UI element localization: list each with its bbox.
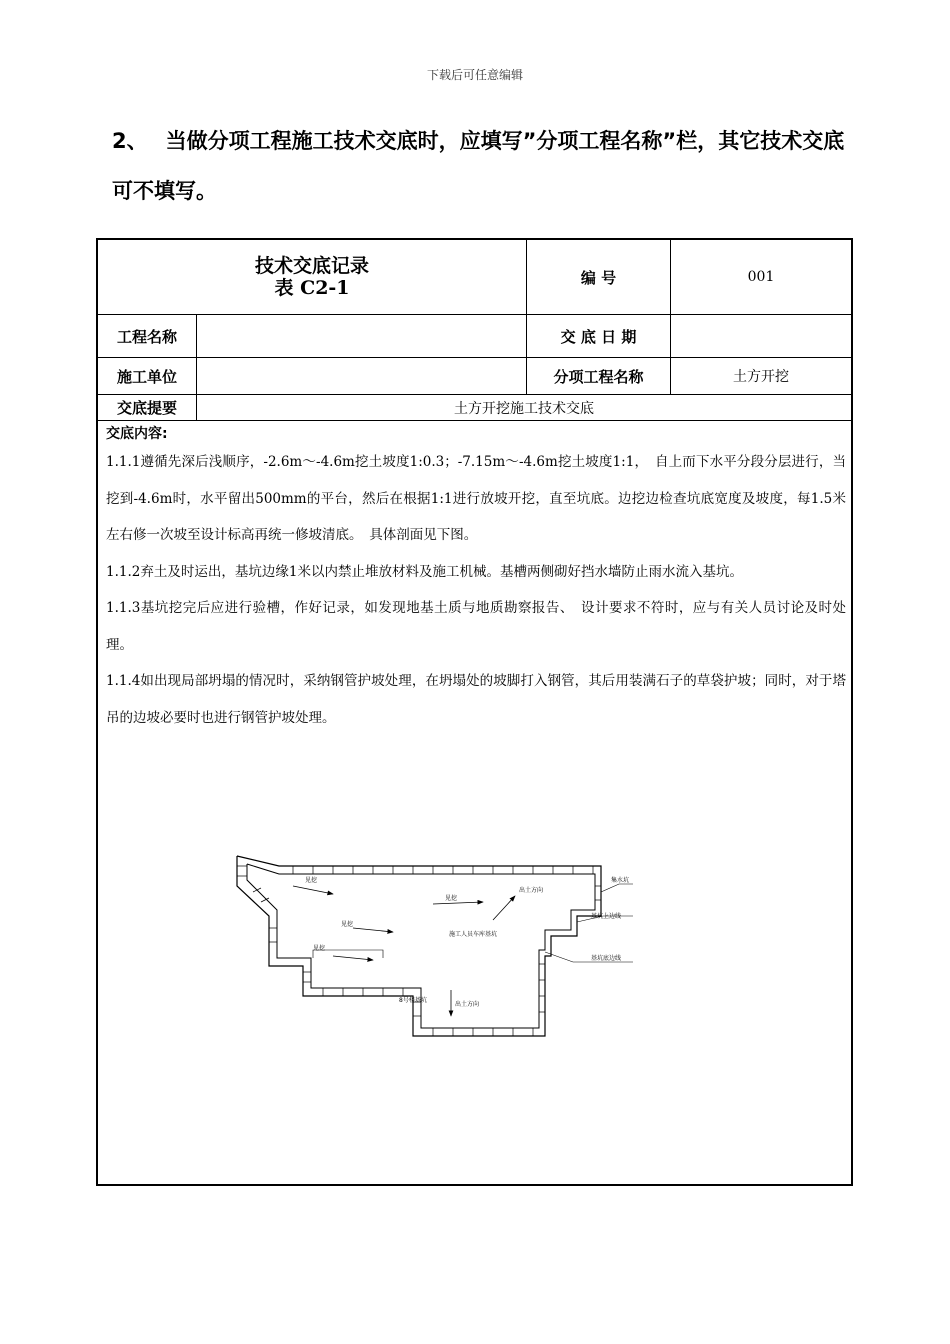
note-number: 2、	[112, 129, 148, 153]
slope-hatching	[237, 866, 601, 1036]
label-pit-top-line: 基坑上边线	[591, 913, 622, 920]
code-label: 编 号	[580, 268, 617, 287]
label-garage-pit: 施工人员车库基坑	[449, 931, 498, 938]
briefing-date-label: 交 底 日 期	[560, 327, 637, 346]
content-label: 交底内容:	[106, 426, 168, 442]
code-value[interactable]: 001	[747, 269, 775, 285]
content-paragraph-3: 1.1.3基坑挖完后应进行验槽，作好记录，如发现地基土质与地质勘察报告、 设计要求不符时，应与有关人员讨论及时处理。	[106, 600, 846, 653]
label-building-8-pit: 8号楼基坑	[399, 997, 427, 1004]
content-paragraph-1: 1.1.1遵循先深后浅顺序，-2.6m～-4.6m挖土坡度1:0.3；-7.15m～-4.6m挖土坡度1:1， 自上而下水平分段分层进行，当挖到-4.6m时，水平留出500mm的平台，然后在根据1:1进行放坡开挖，直至坑底。边挖边检查坑底宽度及坡度，每1.5米左右修一次坡至设计标高再统一修坡清底。 具体剖面见下图。	[106, 454, 846, 543]
construction-unit-label: 施工单位	[116, 367, 177, 386]
content-paragraph-2: 1.1.2弃土及时运出，基坑边缘1米以内禁止堆放材料及施工机械。基槽两侧砌好挡水墙防止雨水流入基坑。	[106, 563, 743, 580]
label-excavate-2: 见挖	[341, 921, 354, 928]
form-title-main: 技术交底记录	[254, 255, 369, 277]
project-name-field[interactable]	[197, 315, 526, 357]
briefing-content	[106, 424, 846, 736]
briefing-date-field[interactable]	[671, 315, 851, 357]
summary-label: 交底提要	[116, 399, 177, 417]
label-soil-exit-2: 出土方向	[455, 1001, 480, 1008]
label-soil-exit-1: 出土方向	[519, 887, 544, 894]
project-name-label: 工程名称	[116, 327, 177, 346]
construction-unit-field[interactable]	[197, 358, 526, 394]
label-sump: 集水坑	[611, 877, 630, 884]
subitem-name-field[interactable]: 土方开挖	[733, 369, 789, 385]
summary-field[interactable]: 土方开挖施工技术交底	[454, 400, 594, 417]
label-excavate-1: 见挖	[305, 877, 318, 884]
content-paragraph-4: 1.1.4如出现局部坍塌的情况时，采纳钢管护坡处理，在坍塌处的坡脚打入钢管，其后用装满石子的草袋护坡；同时，对于塔吊的边坡必要时也进行钢管护坡处理。	[106, 673, 846, 726]
label-excavate-3: 见挖	[445, 895, 458, 902]
technical-briefing-form	[96, 238, 853, 1186]
form-title	[98, 240, 526, 314]
instruction-note	[112, 116, 852, 216]
label-pit-bottom-line: 基坑底边线	[591, 955, 622, 962]
pit-top-edge	[237, 856, 601, 1036]
subitem-name-label: 分项工程名称	[553, 367, 644, 386]
excavation-plan-drawing	[233, 852, 633, 1042]
page-header: 下载后可任意编辑	[426, 68, 523, 82]
label-excavate-4: 见挖	[313, 945, 326, 952]
note-text: 当做分项工程施工技术交底时，应填写”分项工程名称”栏，其它技术交底可不填写。	[112, 129, 845, 203]
form-title-code: 表 C2-1	[274, 277, 350, 299]
